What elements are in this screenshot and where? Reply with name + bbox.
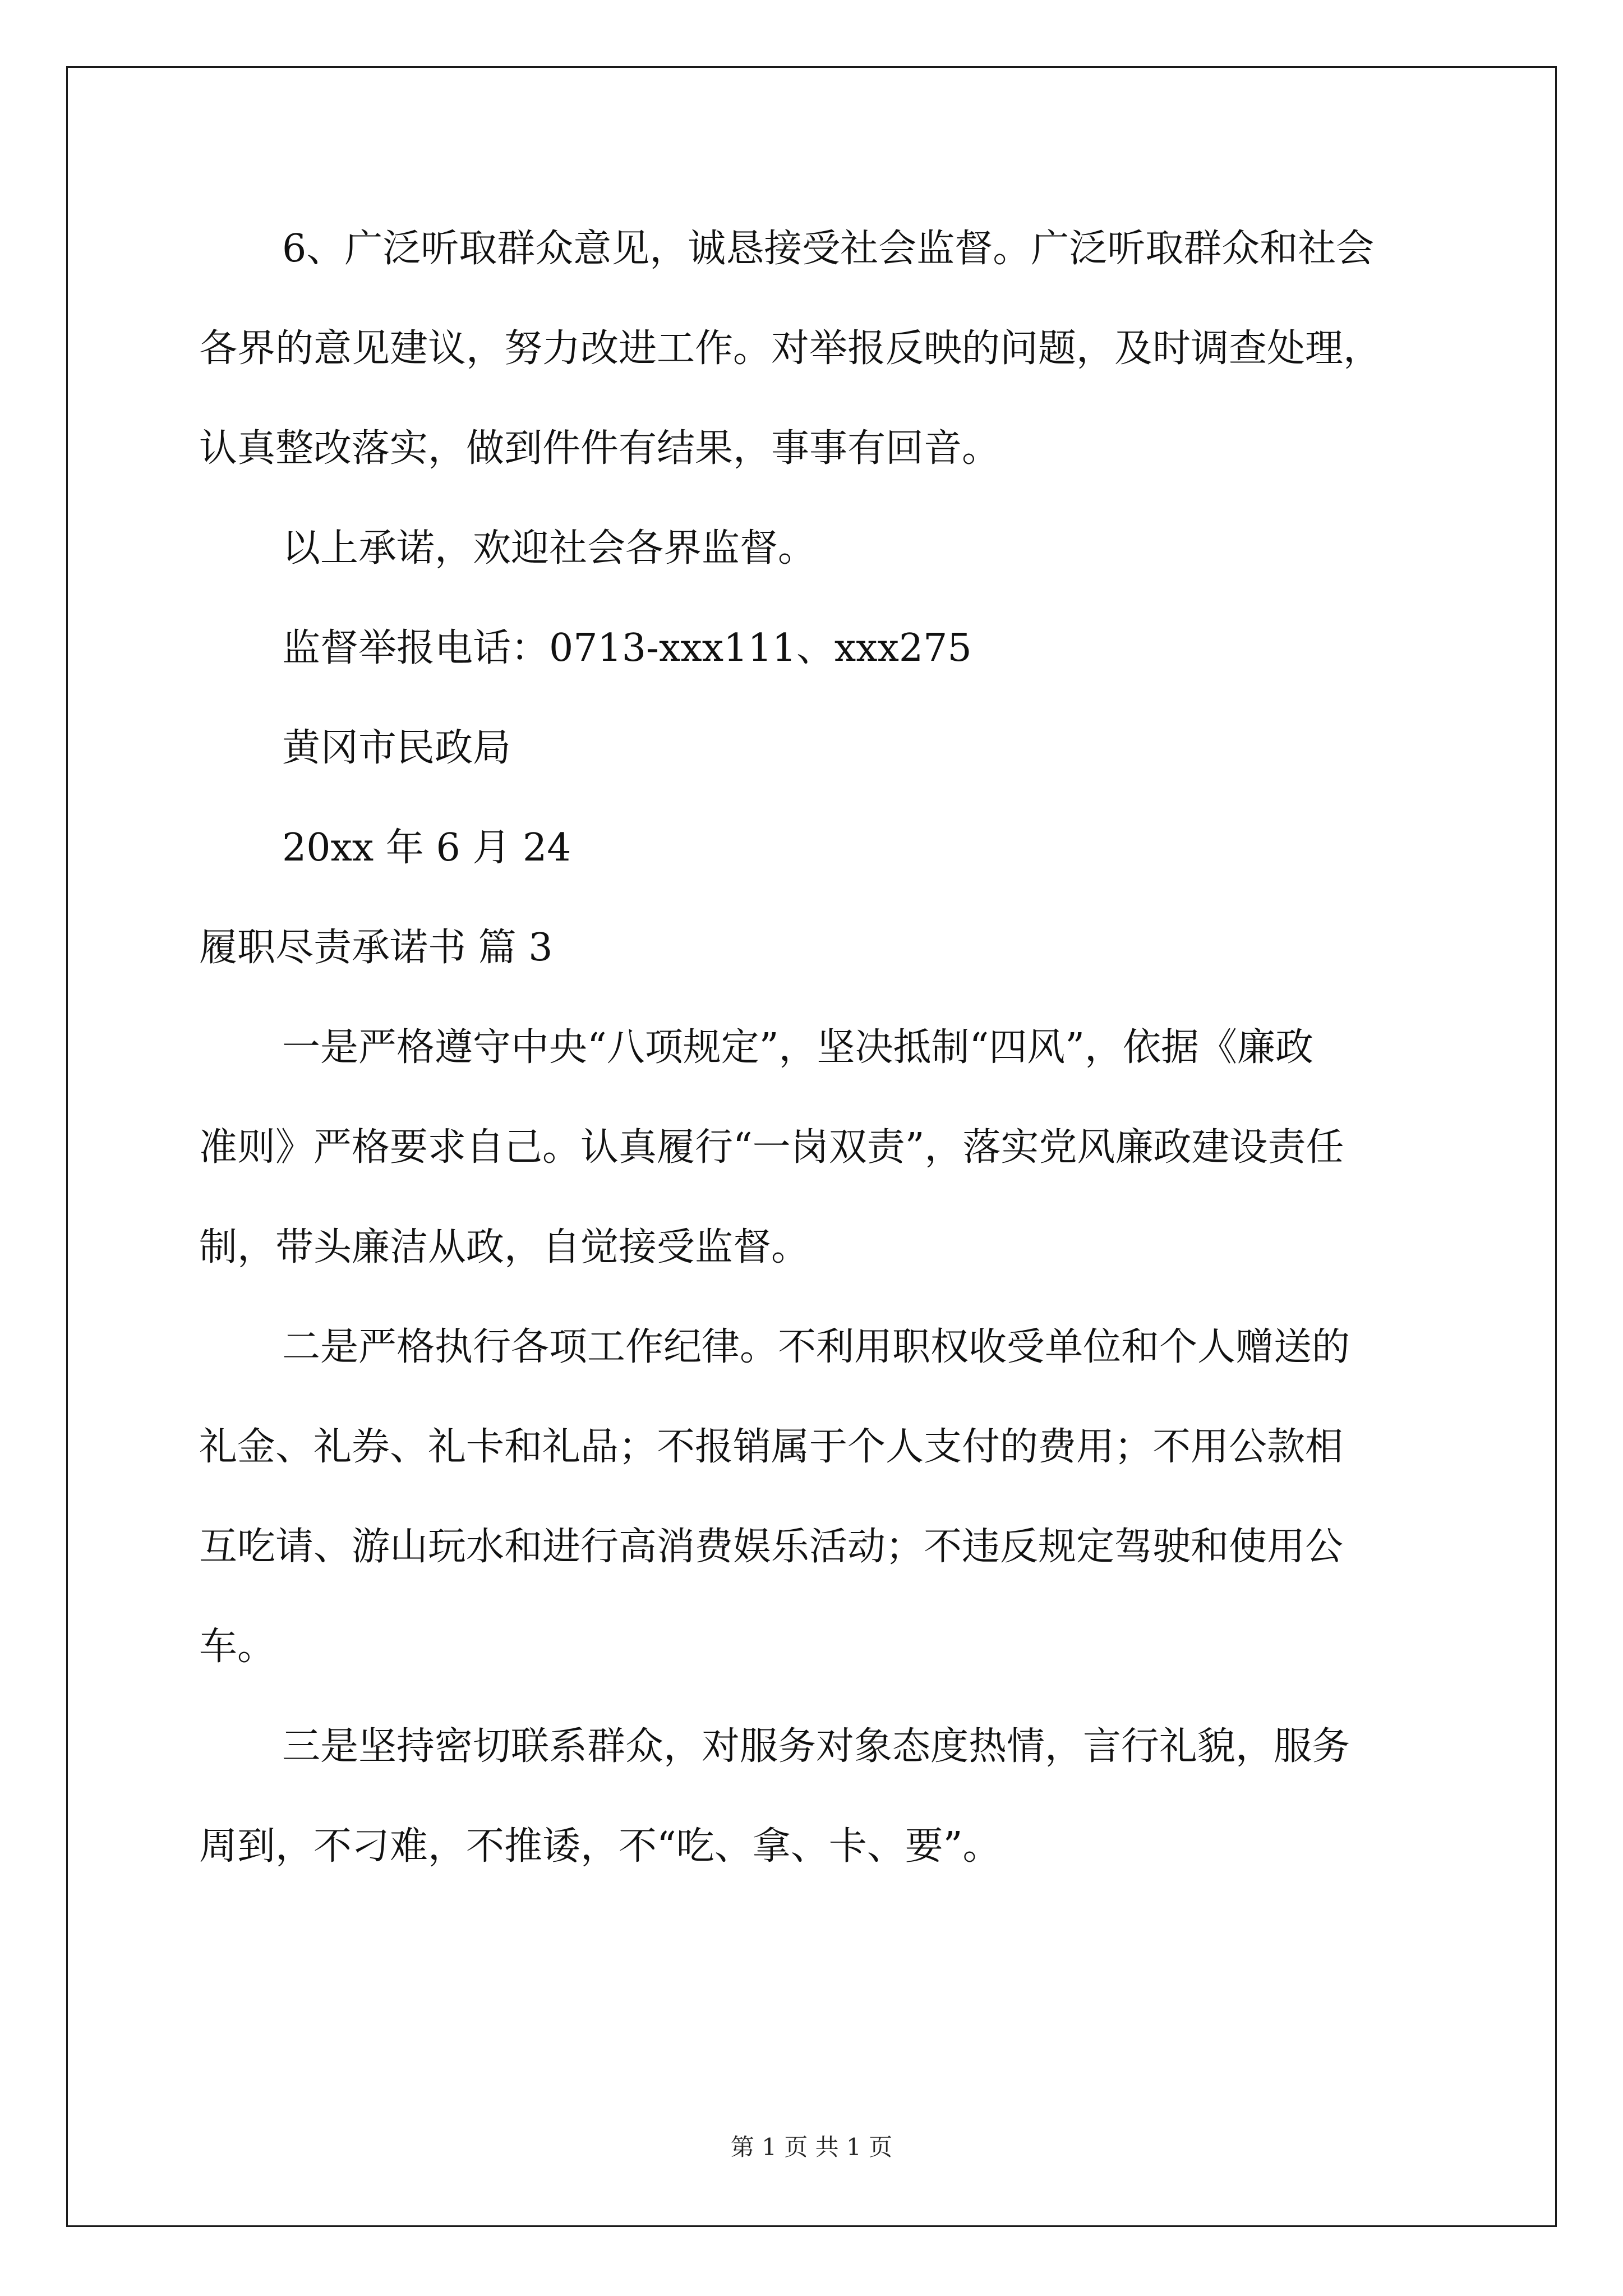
text-line: 车。	[199, 1625, 276, 1669]
text-line: 各界的意见建议，努力改进工作。对举报反映的问题，及时调查处理，	[199, 326, 1382, 371]
hotline-line: 监督举报电话：0713-xxx111、xxx275	[282, 626, 972, 670]
text-line: 认真整改落实，做到件件有结果，事事有回音。	[199, 426, 1000, 471]
text-line: 礼金、礼券、礼卡和礼品；不报销属于个人支付的费用；不用公款相	[199, 1425, 1344, 1469]
section-title: 履职尽责承诺书 篇 3	[199, 926, 553, 970]
text-line: 三是坚持密切联系群众，对服务对象态度热情，言行礼貌，服务	[282, 1724, 1350, 1769]
text-line: 周到，不刁难，不推诿，不“吃、拿、卡、要”。	[199, 1824, 1001, 1869]
closing-line: 以上承诺，欢迎社会各界监督。	[282, 526, 817, 570]
document-body	[199, 199, 1433, 1897]
text-line: 二是严格执行各项工作纪律。不利用职权收受单位和个人赠送的	[282, 1325, 1350, 1369]
date-line: 20xx 年 6 月 24	[282, 826, 571, 870]
item-3	[199, 1697, 1433, 1897]
page-footer: 第 1 页 共 1 页	[730, 2133, 893, 2161]
text-line: 6、广泛听取群众意见，诚恳接受社会监督。广泛听取群众和社会	[282, 227, 1375, 271]
item-1	[199, 998, 1433, 1297]
item-2	[199, 1297, 1433, 1697]
text-line: 准则》严格要求自己。认真履行“一岗双责”，落实党风廉政建设责任	[199, 1125, 1344, 1170]
organization-name: 黄冈市民政局	[282, 726, 511, 770]
paragraph-6	[199, 199, 1433, 499]
text-line: 互吃请、游山玩水和进行高消费娱乐活动；不违反规定驾驶和使用公	[199, 1525, 1344, 1569]
text-line: 制，带头廉洁从政，自觉接受监督。	[199, 1225, 810, 1269]
text-line: 一是严格遵守中央“八项规定”，坚决抵制“四风”，依据《廉政	[282, 1025, 1314, 1070]
